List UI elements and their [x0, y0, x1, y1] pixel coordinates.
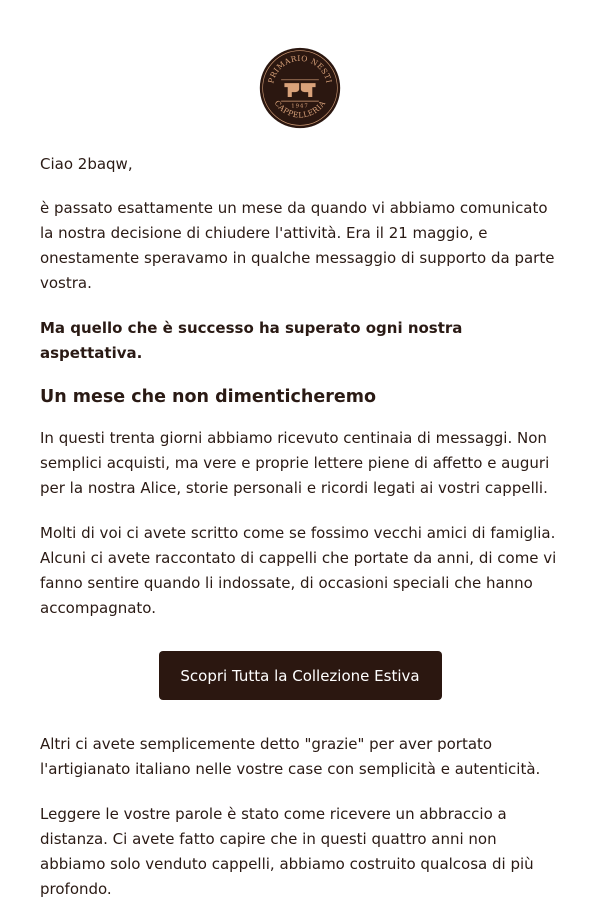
svg-text:CAPPELLERIA: CAPPELLERIA [272, 98, 328, 120]
primario-nesti-seal-icon [259, 47, 341, 129]
greeting: Ciao 2baqw, [40, 155, 133, 173]
logo-header [40, 0, 560, 133]
cta-container [40, 651, 560, 700]
body-paragraph-4: Leggere le vostre parole è stato come ricevere un abbraccio a distanza. Ci avete fatto capire che in questi quattro anni non abbiamo solo venduto cappelli, abbiamo costruito qualcosa di più profondo. [40, 805, 534, 898]
svg-text:1947: 1947 [291, 103, 309, 110]
highlight-line: Ma quello che è successo ha superato ogni nostra aspettativa. [40, 319, 463, 362]
body-paragraph-2: Molti di voi ci avete scritto come se fossimo vecchi amici di famiglia. Alcuni ci avete raccontato di cappelli che portate da anni, di come vi fanno sentire quando li indossate, di occasioni speciali che hanno accompagnato. [40, 524, 557, 617]
discover-collection-button[interactable]: Scopri Tutta la Collezione Estiva [159, 651, 442, 700]
body-paragraph-1: In questi trenta giorni abbiamo ricevuto centinaia di messaggi. Non semplici acquisti, ma vere e proprie lettere piene di affetto e auguri per la nostra Alice, storie personali e ricordi legati ai vostri cappelli. [40, 429, 550, 497]
section-title: Un mese che non dimenticheremo [40, 387, 376, 407]
svg-text:PRIMARIO NESTI: PRIMARIO NESTI [266, 53, 334, 85]
body-paragraph-3: Altri ci avete semplicemente detto "grazie" per aver portato l'artigianato italiano nelle vostre case con semplicità e autenticità. [40, 735, 541, 778]
intro-paragraph: è passato esattamente un mese da quando vi abbiamo comunicato la nostra decisione di chiudere l'attività. Era il 21 maggio, e onestamente speravamo in qualche messaggio di supporto da parte vostra. [40, 199, 555, 292]
